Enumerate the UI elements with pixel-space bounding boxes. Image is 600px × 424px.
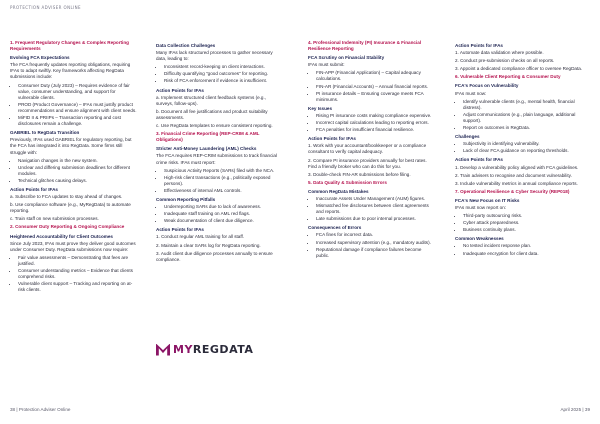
list-item: • Inconsistent record-keeping on client interactions.	[164, 64, 284, 70]
brand-part-a: MY	[173, 343, 193, 356]
column-2	[156, 40, 284, 265]
subheading: Action Points for IFAs	[308, 136, 356, 142]
list-item: • Suspicious Activity Reports (SARs) filed with the NCA.	[164, 168, 284, 174]
brand-part-b: REGDATA	[192, 343, 254, 356]
list-item: • Underreporting SARs due to lack of awareness.	[164, 204, 284, 210]
bullet-list	[455, 243, 583, 256]
subheading: Heightened Accountability for Client Outcomes	[10, 233, 113, 239]
list-item: • Consumer understanding metrics – Evidence that clients comprehend risks.	[18, 268, 138, 280]
list-item: • PROD (Product Governance) – IFAs must justify product recommendations and ensure alignment with client needs.	[18, 102, 138, 114]
list-item: • Inaccurate Assets Under Management (AUM) figures.	[316, 196, 436, 202]
list-item: • Inadequate encryption for client data.	[463, 251, 583, 257]
action-item: 1. Conduct regular AML training for all staff.	[156, 234, 245, 240]
subheading: Key Issues	[308, 105, 333, 111]
list-item: • Cyber attack preparedness.	[463, 220, 583, 226]
subheading: FCA Scrutiny on Financial Stability	[308, 55, 385, 61]
list-item: • Inadequate staff training on AML red flags.	[164, 211, 284, 217]
bullet-list	[455, 141, 583, 154]
subheading: Common RegData Mistakes	[308, 188, 369, 194]
paragraph: IFAs must now report on:	[455, 204, 507, 210]
subheading: Common Weaknesses	[455, 236, 504, 242]
list-item: • Third-party outsourcing risks.	[463, 213, 583, 219]
footer-right: April 2025 | 39	[560, 407, 590, 412]
list-item: • Subjectivity in identifying vulnerability.	[463, 141, 583, 147]
list-item: • FIN-AR (Financial Accounts) – Annual financial reports.	[316, 84, 436, 90]
subheading: Evolving FCA Expectations	[10, 55, 70, 61]
subheading: Consequences of Errors	[308, 225, 362, 231]
action-item: 1. Work with your accountant/bookkeeper or a compliance consultant to verify capital adequacy.	[308, 143, 427, 155]
column-1	[10, 40, 138, 295]
action-item: b. Use compliance software (e.g., MyRegData) to automate reporting.	[10, 202, 131, 214]
list-item: • Incorrect capital calculations leading to reporting errors.	[316, 120, 436, 126]
myregdata-wordmark	[173, 343, 253, 356]
list-item: • Unclear and differing submission deadlines for different modules.	[18, 165, 138, 177]
list-item: • FCA penalties for insufficient financial resilience.	[316, 127, 436, 133]
action-item: b. Document all fee justifications and product suitability assessments.	[156, 108, 268, 120]
action-item: 1. Develop a vulnerability policy aligned with FCA guidelines.	[455, 164, 579, 170]
list-item: • Difficulty quantifying "good outcomes" for reporting.	[164, 71, 284, 77]
subheading: Action Points for IFAs	[10, 186, 58, 192]
action-item: 1. Automate data validation where possible.	[455, 50, 544, 56]
bullet-list	[308, 232, 436, 258]
subheading: Action Points for IFAs	[455, 157, 503, 163]
subheading: FCA's Focus on Vulnerability	[455, 83, 519, 89]
subheading: Action Points for IFAs	[156, 227, 204, 233]
list-item: • Fair value assessments – Demonstrating that fees are justified.	[18, 255, 138, 267]
action-item: 3. Appoint a dedicated compliance officer to oversee RegData.	[455, 66, 583, 72]
subheading: Data Collection Challenges	[156, 43, 216, 48]
section-heading: 2. Consumer Duty Reporting & Ongoing Compliance	[10, 224, 125, 230]
column-3	[308, 40, 436, 261]
list-item: • Risk of FCA enforcement if evidence is insufficient.	[164, 78, 284, 84]
bullet-list	[156, 168, 284, 194]
list-item: • Adjust communications (e.g., plain language, additional support).	[463, 112, 583, 124]
list-item: • PI insurance details – Ensuring coverage meets FCA minimums.	[316, 91, 436, 103]
list-item: • Vulnerable client support – Tracking and reporting on at-risk clients.	[18, 281, 138, 293]
bullet-list	[156, 204, 284, 224]
list-item: • Navigation changes in the new system.	[18, 158, 138, 164]
paragraph: The FCA requires REP-CRIM submissions to track financial crime risks. IFAs must report:	[156, 153, 278, 165]
subheading: Stricter Anti-Money Laundering (AML) Checks	[156, 146, 257, 152]
section-heading: 5. Data Quality & Submission Errors	[308, 179, 387, 185]
list-item: • Business continuity plans.	[463, 227, 583, 233]
paragraph: IFAs must now:	[455, 90, 487, 96]
list-item: • Effectiveness of internal AML controls.	[164, 188, 284, 194]
list-item: • Identify vulnerable clients (e.g., mental health, financial distress).	[463, 99, 583, 111]
bullet-list	[308, 113, 436, 133]
action-item: 3. Include vulnerability metrics in annual compliance reports.	[455, 180, 578, 186]
list-item: • Report on outcomes in RegData.	[463, 125, 583, 131]
subheading: Action Points for IFAs	[455, 43, 503, 48]
paragraph: Many IFAs lack structured processes to gather necessary data, leading to:	[156, 50, 273, 62]
bullet-list	[156, 64, 284, 84]
column-4	[455, 40, 583, 259]
section-heading: 4. Professional Indemnity (PI) Insurance & Financial Resilience Reporting	[308, 40, 422, 52]
bullet-list	[10, 83, 138, 128]
action-item: a. Implement structured client feedback systems (e.g., surveys, follow-ups).	[156, 94, 267, 106]
list-item: • Increased supervisory attention (e.g., mandatory audits).	[316, 240, 436, 246]
paragraph: The FCA frequently updates reporting obligations, requiring IFAs to adapt swiftly. Key frameworks affecting RegData submissions include:	[10, 62, 131, 80]
paragraph: Since July 2023, IFAs must prove they deliver good outcomes under Consumer Duty. RegData submissions now require:	[10, 240, 136, 252]
section-heading: 7. Operational Resilience & Cyber Security (REP018)	[455, 188, 570, 194]
bullet-list	[308, 70, 436, 102]
paragraph: IFAs must submit:	[308, 62, 345, 68]
section-heading: 1. Frequent Regulatory Changes & Complex Reporting Requirements	[10, 40, 129, 52]
myregdata-mark-icon	[156, 344, 170, 356]
action-item: 3. Audit client due diligence processes annually to ensure compliance.	[156, 250, 273, 262]
bullet-list	[10, 255, 138, 294]
publication-logo: PROTECTION ADVISER ONLINE	[10, 5, 81, 10]
list-item: • High-risk client transactions (e.g., politically exposed persons).	[164, 175, 284, 187]
list-item: • Reputational damage if compliance failures become public.	[316, 247, 436, 259]
list-item: • Lack of clear FCA guidance on reporting thresholds.	[463, 148, 583, 154]
list-item: • Late submissions due to poor internal processes.	[316, 216, 436, 222]
list-item: • Consumer Duty (July 2023) – Requires evidence of fair value, consumer understanding, and support for vulnerable clients.	[18, 83, 138, 101]
section-heading: 6. Vulnerable Client Reporting & Consumer Duty	[455, 74, 561, 80]
action-item: 2. Maintain a clear SARs log for RegData reporting.	[156, 242, 261, 248]
bullet-list	[455, 99, 583, 131]
list-item: • No tested incident response plan.	[463, 243, 583, 249]
subheading: GABRIEL to RegData Transition	[10, 130, 80, 136]
subheading: Action Points for IFAs	[156, 87, 204, 93]
list-item: • FCA fines for incorrect data.	[316, 232, 436, 238]
subheading: Challenges	[455, 134, 480, 140]
list-item: • MiFID II & PRIIPs – Transaction reporting and cost disclosures remain a challenge.	[18, 115, 138, 127]
myregdata-logo	[156, 343, 253, 356]
action-item: 3. Double-check FIN-AR submissions before filing.	[308, 171, 411, 177]
action-item: 2. Conduct pre-submission checks on all reports.	[455, 58, 555, 64]
bullet-list	[308, 196, 436, 222]
list-item: • FIN-APP (Financial Application) – Capital adequacy calculations.	[316, 70, 436, 82]
action-item: a. Subscribe to FCA updates to stay ahead of changes.	[10, 194, 123, 200]
footer-left: 38 | Protection Adviser Online	[10, 407, 71, 412]
action-item: 2. Train advisers to recognise and document vulnerability.	[455, 172, 572, 178]
action-item: c. Use RegData templates to ensure consistent reporting.	[156, 123, 273, 129]
section-heading: 3. Financial Crime Reporting (REP-CRIM & AML Obligations)	[156, 131, 260, 143]
subheading: Common Reporting Pitfalls	[156, 196, 216, 202]
action-item: c. Train staff on new submission processes.	[10, 216, 99, 222]
bullet-list	[10, 158, 138, 184]
action-item: 2. Compare PI insurance providers annually for best rates. Find a friendly broker who can do this for you.	[308, 157, 427, 169]
list-item: • Rising PI insurance costs making compliance expensive.	[316, 113, 436, 119]
list-item: • Weak documentation of client due diligence.	[164, 218, 284, 224]
subheading: FCA's New Focus on IT Risks	[455, 197, 520, 203]
list-item: • Technical glitches causing delays.	[18, 178, 138, 184]
list-item: • Mismatched fee disclosures between client agreements and reports.	[316, 203, 436, 215]
bullet-list	[455, 213, 583, 233]
paragraph: Previously, IFAs used GABRIEL for regulatory reporting, but the FCA has integrated it into RegData. Some firms still struggle with:	[10, 137, 132, 155]
